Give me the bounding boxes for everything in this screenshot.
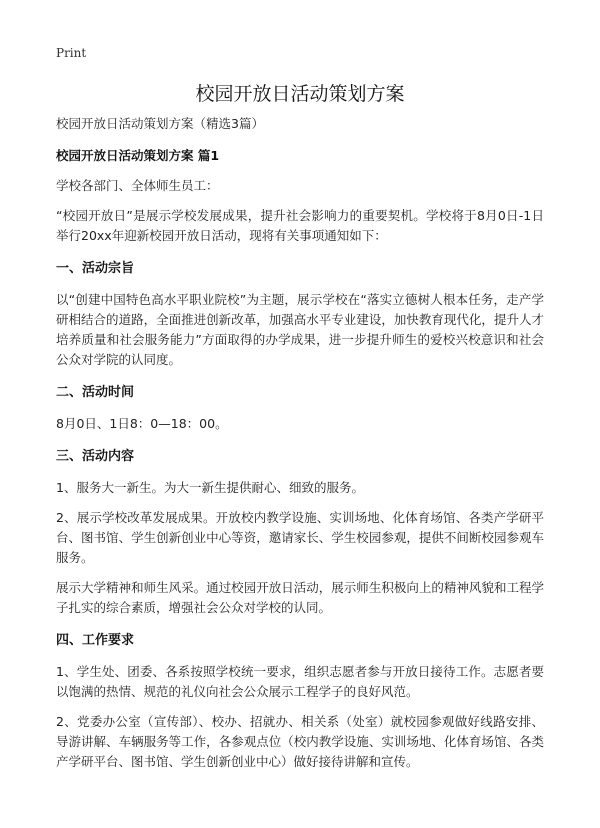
greeting-paragraph: 学校各部门、全体师生员工： — [56, 178, 219, 193]
content-paragraph-3: 展示大学精神和师生风采。通过校园开放日活动，展示师生积极向上的精神风貌和工程学子扎实的综合素质，增强社会公众对学校的认同。 — [56, 580, 544, 615]
print-link[interactable]: Print — [56, 46, 87, 60]
document-subtitle: 校园开放日活动策划方案（精选3篇） — [56, 116, 264, 131]
document-title: 校园开放日活动策划方案 — [195, 83, 405, 105]
requirements-paragraph-1: 1、学生处、团委、各系按照学校统一要求，组织志愿者参与开放日接待工作。志愿者要以饱满的热情、规范的礼仪向社会公众展示工程学子的良好风范。 — [56, 664, 544, 699]
content-paragraph-1: 1、服务大一新生。为大一新生提供耐心、细致的服务。 — [56, 480, 364, 495]
content-paragraph-2: 2、展示学校改革发展成果。开放校内教学设施、实训场地、化体育场馆、各类产学研平台、图书馆、学生创新创业中心等资，邀请家长、学生校园参观，提供不间断校园参观车服务。 — [56, 510, 544, 565]
article-heading: 校园开放日活动策划方案 篇1 — [56, 148, 220, 163]
section-heading-content: 三、活动内容 — [56, 449, 135, 464]
section-heading-purpose: 一、活动宗旨 — [56, 261, 135, 276]
purpose-paragraph: 以“创建中国特色高水平职业院校”为主题，展示学校在“落实立德树人根本任务，走产学研相结合的道路，全面推进创新改革，加强高水平专业建设，加快教育现代化，提升人才培养质量和社会服务能力”方面取得的办学成果，进一步提升师生的爱校兴校意识和社会公众对学院的认同度。 — [56, 292, 544, 367]
time-paragraph: 8月0日、1日8：0—18：00。 — [56, 416, 228, 431]
section-heading-requirements: 四、工作要求 — [56, 633, 135, 648]
intro-paragraph: “校园开放日”是展示学校发展成果，提升社会影响力的重要契机。学校将于8月0日-1日举行20xx年迎新校园开放日活动，现将有关事项通知如下： — [56, 208, 544, 243]
requirements-paragraph-2: 2、党委办公室（宣传部）、校办、招就办、相关系（处室）就校园参观做好线路安排、导游讲解、车辆服务等工作，各参观点位（校内教学设施、实训场地、化体育场馆、各类产学研平台、图书馆、学生创新创业中心）做好接待讲解和宣传。 — [56, 714, 544, 769]
section-heading-time: 二、活动时间 — [56, 385, 135, 400]
